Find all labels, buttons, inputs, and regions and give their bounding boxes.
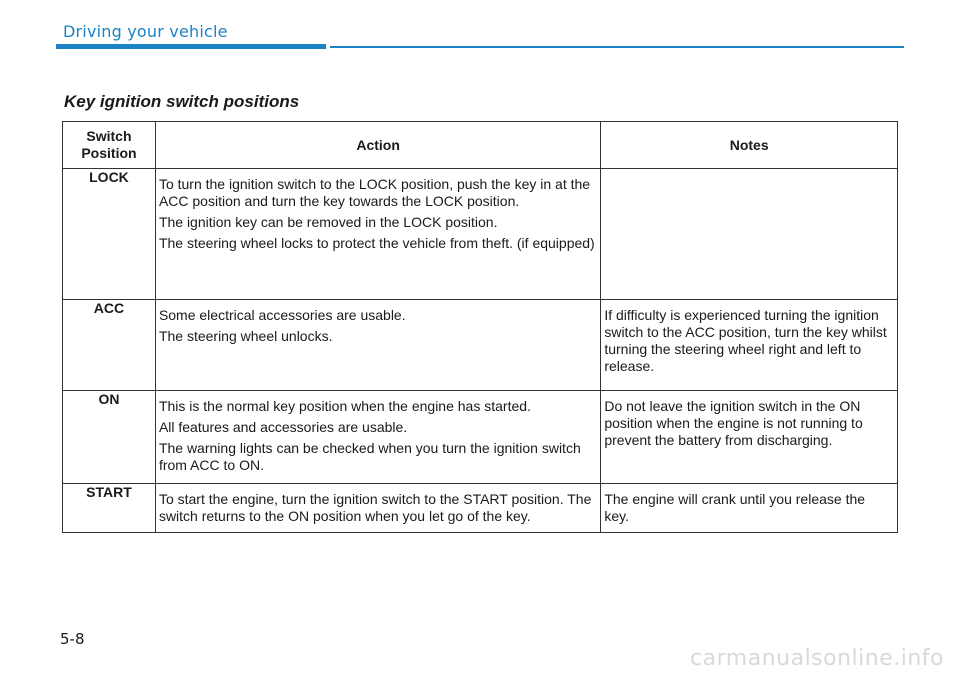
column-header-switch-position xyxy=(63,122,156,169)
action-text: The steering wheel unlocks. xyxy=(158,328,333,344)
action-cell-start xyxy=(155,484,600,533)
table-row xyxy=(63,484,898,533)
table-row xyxy=(63,169,898,300)
action-text: To start the engine, turn the ignition switch to the START position. The switch returns to the ON position when you let go of the key. xyxy=(158,491,592,524)
page-number: 5-8 xyxy=(60,630,85,648)
page-heading: Key ignition switch positions xyxy=(64,92,300,111)
table-row xyxy=(63,300,898,391)
column-header-action: Action xyxy=(155,122,600,169)
section-header-title: Driving your vehicle xyxy=(63,22,228,41)
action-cell-on xyxy=(155,391,600,484)
notes-cell-on xyxy=(601,391,898,484)
table-row xyxy=(63,391,898,484)
action-text: The warning lights can be checked when you turn the ignition switch from ACC to ON. xyxy=(158,440,581,473)
action-text: Some electrical accessories are usable. xyxy=(158,307,406,323)
action-text: All features and accessories are usable. xyxy=(158,419,408,435)
notes-text: If difficulty is experienced turning the ignition switch to the ACC position, turn the key whilst turning the steering wheel right and left to release. xyxy=(604,307,887,374)
action-text: The ignition key can be removed in the LOCK position. xyxy=(158,214,498,230)
action-text: This is the normal key position when the engine has started. xyxy=(158,398,531,414)
position-cell-acc: ACC xyxy=(63,300,156,391)
notes-text: Do not leave the ignition switch in the ON position when the engine is not running to prevent the battery from discharging. xyxy=(604,398,863,448)
notes-cell-acc xyxy=(601,300,898,391)
notes-text: The engine will crank until you release the key. xyxy=(604,491,866,524)
column-header-switch-line2: Position xyxy=(81,145,137,161)
ignition-positions-table xyxy=(62,121,898,533)
action-cell-acc xyxy=(155,300,600,391)
action-text: The steering wheel locks to protect the vehicle from theft. (if equipped) xyxy=(158,235,595,251)
position-cell-on: ON xyxy=(63,391,156,484)
action-cell-lock xyxy=(155,169,600,300)
header-rule-accent xyxy=(56,44,326,49)
watermark: carmanualsonline.info xyxy=(690,646,944,671)
column-header-switch-line1: Switch xyxy=(86,128,132,144)
position-cell-start: START xyxy=(63,484,156,533)
action-text: To turn the ignition switch to the LOCK position, push the key in at the ACC position and turn the key towards the LOCK position. xyxy=(158,176,591,209)
notes-cell-lock xyxy=(601,169,898,300)
table-header-row xyxy=(63,122,898,169)
header-rule xyxy=(330,46,904,48)
position-cell-lock: LOCK xyxy=(63,169,156,300)
column-header-notes: Notes xyxy=(601,122,898,169)
notes-cell-start xyxy=(601,484,898,533)
